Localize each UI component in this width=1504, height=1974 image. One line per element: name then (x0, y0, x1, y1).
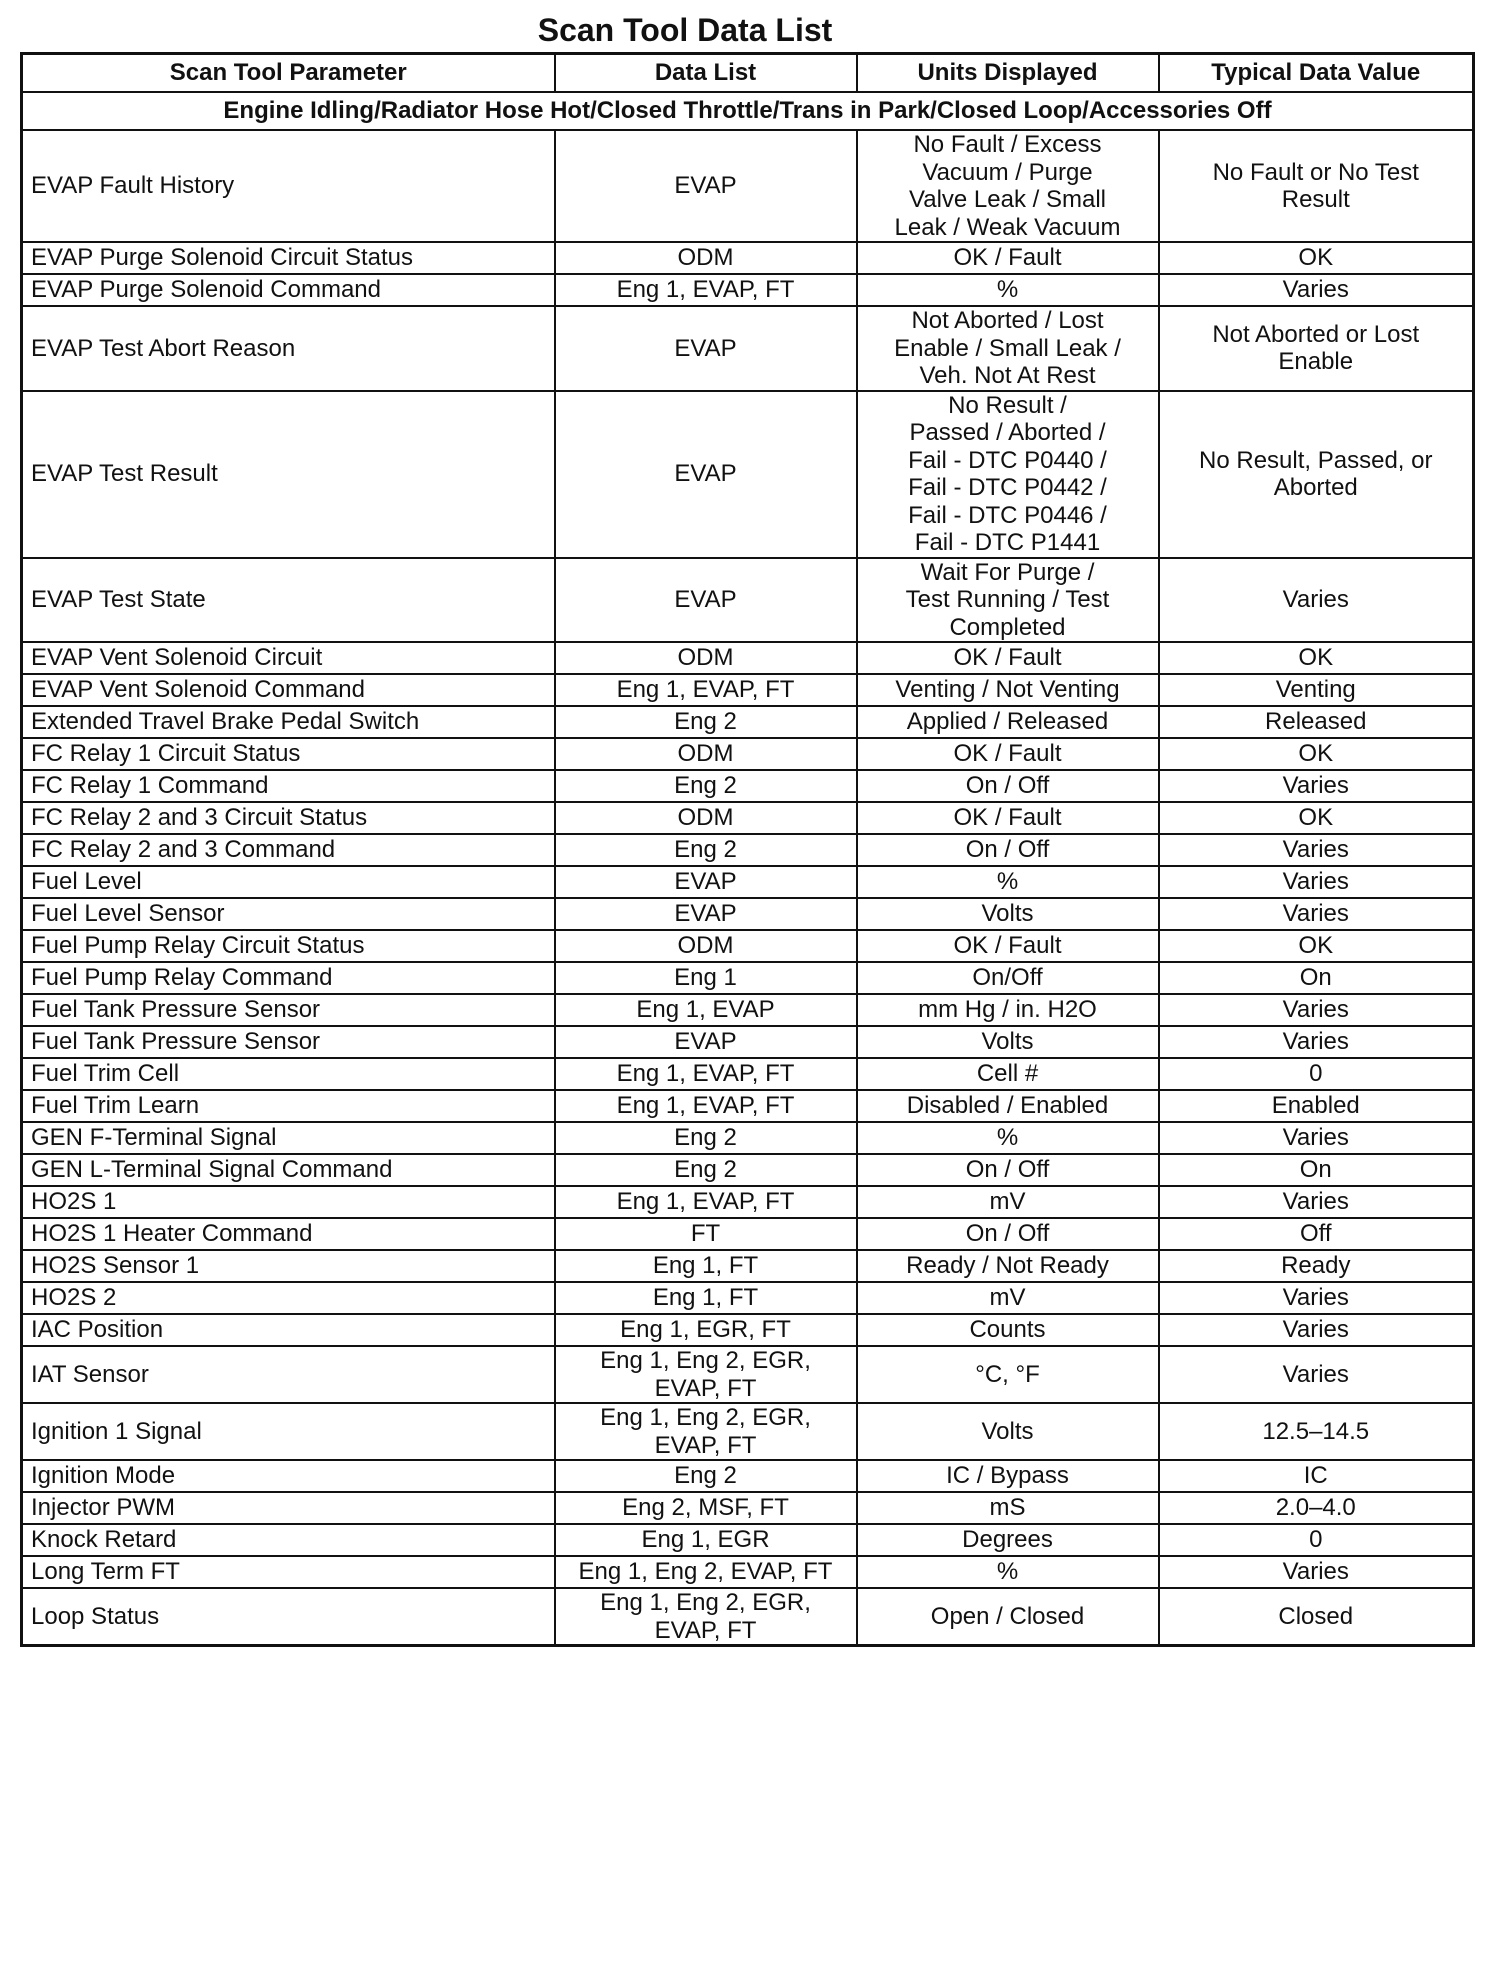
data-list-cell: Eng 1, FT (555, 1282, 857, 1314)
table-row (22, 930, 1474, 962)
data-list-cell: EVAP (555, 558, 857, 643)
data-list-cell: Eng 2 (555, 1460, 857, 1492)
parameter-cell: Fuel Level Sensor (22, 898, 555, 930)
parameter-cell: Loop Status (22, 1588, 555, 1646)
units-cell: % (857, 866, 1159, 898)
parameter-cell: HO2S 1 Heater Command (22, 1218, 555, 1250)
data-list-cell: ODM (555, 642, 857, 674)
condition-text: Engine Idling/Radiator Hose Hot/Closed Throttle/Trans in Park/Closed Loop/Accessories Off (22, 92, 1474, 130)
typical-value-cell: Varies (1159, 1122, 1474, 1154)
parameter-cell: FC Relay 2 and 3 Circuit Status (22, 802, 555, 834)
units-cell (857, 558, 1159, 643)
data-list-cell: ODM (555, 242, 857, 274)
parameter-cell: EVAP Purge Solenoid Command (22, 274, 555, 306)
data-list-cell: EVAP (555, 898, 857, 930)
units-cell: % (857, 274, 1159, 306)
table-row (22, 1154, 1474, 1186)
parameter-cell: Long Term FT (22, 1556, 555, 1588)
condition-row (22, 92, 1474, 130)
page-title: Scan Tool Data List (537, 12, 833, 48)
units-cell: Open / Closed (857, 1588, 1159, 1646)
units-cell: IC / Bypass (857, 1460, 1159, 1492)
table-row (22, 738, 1474, 770)
table-row (22, 1186, 1474, 1218)
table-row (22, 1026, 1474, 1058)
data-list-cell: Eng 1, EVAP, FT (555, 1058, 857, 1090)
table-row (22, 1556, 1474, 1588)
typical-value-cell: Varies (1159, 1346, 1474, 1403)
typical-value-cell: Varies (1159, 558, 1474, 643)
units-cell: On / Off (857, 834, 1159, 866)
data-list-cell: Eng 1, EVAP (555, 994, 857, 1026)
data-list-cell: Eng 2, MSF, FT (555, 1492, 857, 1524)
units-cell (857, 391, 1159, 558)
parameter-cell: HO2S 1 (22, 1186, 555, 1218)
data-list-cell: Eng 2 (555, 770, 857, 802)
data-list-cell: Eng 1, EGR, FT (555, 1314, 857, 1346)
typical-value-cell: Varies (1159, 1556, 1474, 1588)
table-row (22, 391, 1474, 558)
data-list-cell: Eng 1, EVAP, FT (555, 274, 857, 306)
units-cell: OK / Fault (857, 738, 1159, 770)
typical-value-cell: Enabled (1159, 1090, 1474, 1122)
data-list-cell: Eng 2 (555, 1122, 857, 1154)
parameter-cell: Injector PWM (22, 1492, 555, 1524)
typical-value-cell (1159, 130, 1474, 242)
units-cell: % (857, 1556, 1159, 1588)
typical-value-text: No Fault or No Test Result (1212, 158, 1419, 213)
typical-value-text: Not Aborted or Lost Enable (1212, 320, 1420, 376)
units-cell: On/Off (857, 962, 1159, 994)
parameter-cell: EVAP Purge Solenoid Circuit Status (22, 242, 555, 274)
parameter-cell: EVAP Fault History (22, 130, 555, 242)
table-row (22, 1403, 1474, 1460)
table-row (22, 1524, 1474, 1556)
typical-value-cell: Varies (1159, 994, 1474, 1026)
parameter-cell: Fuel Pump Relay Circuit Status (22, 930, 555, 962)
parameter-cell: Fuel Tank Pressure Sensor (22, 1026, 555, 1058)
data-list-cell (555, 1346, 857, 1403)
table-row (22, 706, 1474, 738)
units-cell: mV (857, 1186, 1159, 1218)
data-list-cell: ODM (555, 802, 857, 834)
units-cell: mm Hg / in. H2O (857, 994, 1159, 1026)
parameter-cell: EVAP Test State (22, 558, 555, 643)
parameter-cell: GEN F-Terminal Signal (22, 1122, 555, 1154)
data-list-cell: ODM (555, 930, 857, 962)
table-row (22, 1282, 1474, 1314)
table-row (22, 1492, 1474, 1524)
table-row (22, 674, 1474, 706)
parameter-cell: EVAP Test Abort Reason (22, 306, 555, 391)
scan-tool-data-table (20, 52, 1475, 1647)
data-list-cell: ODM (555, 738, 857, 770)
units-text: Wait For Purge / Test Running / Test Completed (905, 558, 1110, 641)
units-cell: Applied / Released (857, 706, 1159, 738)
units-cell: OK / Fault (857, 802, 1159, 834)
parameter-cell: Ignition Mode (22, 1460, 555, 1492)
data-list-cell: Eng 1, EVAP, FT (555, 674, 857, 706)
data-list-cell: Eng 2 (555, 834, 857, 866)
parameter-cell: Fuel Trim Cell (22, 1058, 555, 1090)
units-cell: Disabled / Enabled (857, 1090, 1159, 1122)
units-cell: OK / Fault (857, 242, 1159, 274)
units-cell: % (857, 1122, 1159, 1154)
units-text: No Result / Passed / Aborted / Fail - DTC P0440 / Fail - DTC P0442 / Fail - DTC P0446 / Fail - DTC P1441 (908, 391, 1107, 556)
parameter-cell: EVAP Vent Solenoid Circuit (22, 642, 555, 674)
data-list-cell: Eng 2 (555, 706, 857, 738)
table-row (22, 1122, 1474, 1154)
parameter-cell: EVAP Test Result (22, 391, 555, 558)
typical-value-text: No Result, Passed, or Aborted (1199, 446, 1433, 501)
typical-value-cell: 2.0–4.0 (1159, 1492, 1474, 1524)
units-cell: Volts (857, 1026, 1159, 1058)
typical-value-cell: Varies (1159, 834, 1474, 866)
table-row (22, 1250, 1474, 1282)
data-list-cell: FT (555, 1218, 857, 1250)
typical-value-cell (1159, 391, 1474, 558)
parameter-cell: FC Relay 2 and 3 Command (22, 834, 555, 866)
units-cell: Volts (857, 1403, 1159, 1460)
typical-value-cell: OK (1159, 242, 1474, 274)
typical-value-cell: OK (1159, 802, 1474, 834)
data-list-text: Eng 1, Eng 2, EGR, EVAP, FT (600, 1404, 811, 1459)
data-list-text: Eng 1, Eng 2, EGR, EVAP, FT (600, 1347, 811, 1402)
typical-value-cell: Venting (1159, 674, 1474, 706)
table-row (22, 1460, 1474, 1492)
typical-value-cell: On (1159, 1154, 1474, 1186)
table-row (22, 866, 1474, 898)
data-list-cell: EVAP (555, 306, 857, 391)
units-cell: OK / Fault (857, 930, 1159, 962)
header-typical-value: Typical Data Value (1159, 54, 1474, 93)
table-row (22, 1058, 1474, 1090)
data-list-cell: EVAP (555, 1026, 857, 1058)
table-row (22, 274, 1474, 306)
table-row (22, 130, 1474, 242)
data-list-cell: Eng 1, EGR (555, 1524, 857, 1556)
table-row (22, 242, 1474, 274)
parameter-cell: IAC Position (22, 1314, 555, 1346)
data-list-cell: EVAP (555, 391, 857, 558)
typical-value-cell: Ready (1159, 1250, 1474, 1282)
typical-value-cell: Released (1159, 706, 1474, 738)
table-row (22, 1314, 1474, 1346)
table-row (22, 1346, 1474, 1403)
units-cell: On / Off (857, 770, 1159, 802)
units-cell: Volts (857, 898, 1159, 930)
typical-value-cell: Varies (1159, 1186, 1474, 1218)
table-row (22, 962, 1474, 994)
data-list-cell: Eng 1, FT (555, 1250, 857, 1282)
typical-value-cell: Varies (1159, 770, 1474, 802)
table-row (22, 1218, 1474, 1250)
typical-value-cell: OK (1159, 738, 1474, 770)
units-cell: Ready / Not Ready (857, 1250, 1159, 1282)
table-row (22, 306, 1474, 391)
table-row (22, 770, 1474, 802)
table-row (22, 898, 1474, 930)
typical-value-cell: Varies (1159, 274, 1474, 306)
parameter-cell: Extended Travel Brake Pedal Switch (22, 706, 555, 738)
parameter-cell: EVAP Vent Solenoid Command (22, 674, 555, 706)
data-list-cell: Eng 1, Eng 2, EVAP, FT (555, 1556, 857, 1588)
parameter-cell: Fuel Pump Relay Command (22, 962, 555, 994)
parameter-cell: FC Relay 1 Command (22, 770, 555, 802)
data-list-cell: EVAP (555, 866, 857, 898)
typical-value-cell: Closed (1159, 1588, 1474, 1646)
parameter-cell: FC Relay 1 Circuit Status (22, 738, 555, 770)
data-list-cell (555, 1588, 857, 1646)
units-cell: Degrees (857, 1524, 1159, 1556)
header-row (22, 54, 1474, 93)
parameter-cell: Ignition 1 Signal (22, 1403, 555, 1460)
data-list-text: Eng 1, Eng 2, EGR, EVAP, FT (600, 1589, 811, 1644)
units-cell: mS (857, 1492, 1159, 1524)
units-text: Not Aborted / Lost Enable / Small Leak / Veh. Not At Rest (894, 307, 1121, 389)
parameter-cell: Fuel Level (22, 866, 555, 898)
typical-value-cell: 12.5–14.5 (1159, 1403, 1474, 1460)
data-list-cell (555, 1403, 857, 1460)
table-row (22, 558, 1474, 643)
data-list-cell: Eng 1 (555, 962, 857, 994)
typical-value-cell: Varies (1159, 1314, 1474, 1346)
units-cell (857, 306, 1159, 391)
units-cell: On / Off (857, 1218, 1159, 1250)
data-list-cell: Eng 1, EVAP, FT (555, 1090, 857, 1122)
parameter-cell: Fuel Tank Pressure Sensor (22, 994, 555, 1026)
header-units: Units Displayed (857, 54, 1159, 93)
typical-value-cell: OK (1159, 642, 1474, 674)
typical-value-cell: 0 (1159, 1058, 1474, 1090)
units-cell: °C, °F (857, 1346, 1159, 1403)
typical-value-cell (1159, 306, 1474, 391)
typical-value-cell: Off (1159, 1218, 1474, 1250)
typical-value-cell: 0 (1159, 1524, 1474, 1556)
typical-value-cell: Varies (1159, 898, 1474, 930)
units-cell: On / Off (857, 1154, 1159, 1186)
typical-value-cell: On (1159, 962, 1474, 994)
parameter-cell: HO2S Sensor 1 (22, 1250, 555, 1282)
units-cell: mV (857, 1282, 1159, 1314)
header-parameter: Scan Tool Parameter (22, 54, 555, 93)
units-cell: OK / Fault (857, 642, 1159, 674)
table-row (22, 834, 1474, 866)
data-list-cell: EVAP (555, 130, 857, 242)
parameter-cell: HO2S 2 (22, 1282, 555, 1314)
typical-value-cell: Varies (1159, 1026, 1474, 1058)
typical-value-cell: IC (1159, 1460, 1474, 1492)
parameter-cell: Knock Retard (22, 1524, 555, 1556)
parameter-cell: GEN L-Terminal Signal Command (22, 1154, 555, 1186)
units-cell (857, 130, 1159, 242)
parameter-cell: Fuel Trim Learn (22, 1090, 555, 1122)
typical-value-cell: Varies (1159, 866, 1474, 898)
data-list-cell: Eng 1, EVAP, FT (555, 1186, 857, 1218)
header-data-list: Data List (555, 54, 857, 93)
table-row (22, 994, 1474, 1026)
table-row (22, 802, 1474, 834)
table-row (22, 1588, 1474, 1646)
units-cell: Venting / Not Venting (857, 674, 1159, 706)
units-cell: Counts (857, 1314, 1159, 1346)
parameter-cell: IAT Sensor (22, 1346, 555, 1403)
units-cell: Cell # (857, 1058, 1159, 1090)
table-row (22, 642, 1474, 674)
units-text: No Fault / Excess Vacuum / Purge Valve Leak / Small Leak / Weak Vacuum (894, 131, 1121, 241)
table-row (22, 1090, 1474, 1122)
typical-value-cell: OK (1159, 930, 1474, 962)
typical-value-cell: Varies (1159, 1282, 1474, 1314)
data-list-cell: Eng 2 (555, 1154, 857, 1186)
